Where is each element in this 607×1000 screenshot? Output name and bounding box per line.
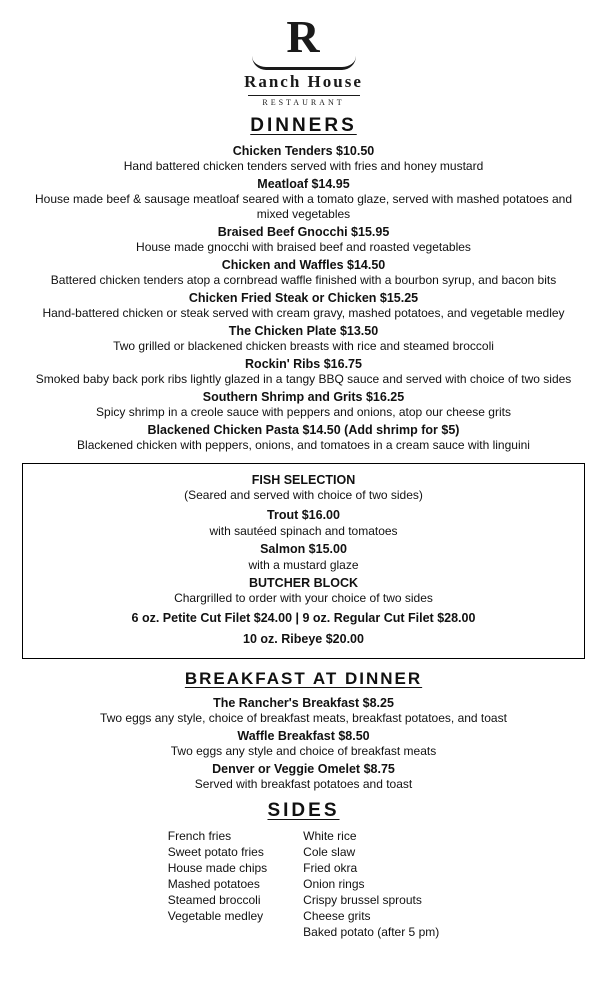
butcher-block-filets: 6 oz. Petite Cut Filet $24.00 | 9 oz. Regular Cut Filet $28.00 [131, 611, 476, 625]
menu-item [18, 389, 589, 420]
fish-selection-subtitle: (Seared and served with choice of two sides) [184, 488, 423, 502]
menu-item-name: Chicken Fried Steak or Chicken $15.25 [188, 291, 419, 305]
sides-column-right [303, 828, 439, 940]
menu-item-name: Blackened Chicken Pasta $14.50 (Add shrimp for $5) [147, 423, 460, 437]
logo-divider [248, 95, 360, 96]
menu-item-name: Rockin' Ribs $16.75 [245, 357, 362, 371]
menu-item-name: Salmon $15.00 [260, 542, 347, 556]
menu-item-name: Denver or Veggie Omelet $8.75 [212, 762, 395, 776]
side-item: Fried okra [303, 861, 358, 875]
menu-item-description: Blackened chicken with peppers, onions, and tomatoes in a cream sauce with linguini [77, 438, 530, 452]
menu-item [18, 290, 589, 321]
menu-item-description: Hand-battered chicken or steak served with cream gravy, mashed potatoes, and vegetable medley [42, 306, 565, 320]
butcher-block-subtitle: Chargrilled to order with your choice of two sides [174, 591, 433, 605]
side-item: Steamed broccoli [167, 893, 261, 907]
menu-item [18, 728, 589, 759]
menu-item-description: with sautéed spinach and tomatoes [209, 524, 398, 538]
menu-item-description: Two eggs any style and choice of breakfast meats [170, 744, 437, 758]
menu-item [18, 761, 589, 792]
logo-subtitle: RESTAURANT [262, 98, 345, 107]
butcher-block-ribeye: 10 oz. Ribeye $20.00 [243, 632, 364, 646]
menu-item-description: Hand battered chicken tenders served with fries and honey mustard [123, 159, 484, 173]
menu-item [33, 541, 574, 573]
butcher-block-title: BUTCHER BLOCK [248, 576, 359, 590]
menu-item-name: Southern Shrimp and Grits $16.25 [202, 390, 405, 404]
menu-item-name: The Chicken Plate $13.50 [228, 324, 379, 338]
logo-monogram: R [286, 11, 321, 62]
menu-item-name: Chicken Tenders $10.50 [232, 144, 375, 158]
side-item: Baked potato (after 5 pm) [303, 925, 440, 939]
menu-item-description: House made gnocchi with braised beef and roasted vegetables [136, 240, 471, 254]
sides-column-left [168, 828, 267, 940]
menu-item [18, 176, 589, 222]
menu-item [18, 422, 589, 453]
side-item: Onion rings [303, 877, 365, 891]
menu-item-description: Served with breakfast potatoes and toast [194, 777, 413, 791]
menu-item [18, 323, 589, 354]
menu-item-description: Battered chicken tenders atop a cornbread waffle finished with a bourbon syrup, and bacon bits [50, 273, 557, 287]
side-item: Cole slaw [303, 845, 356, 859]
menu-item-name: Chicken and Waffles $14.50 [221, 258, 386, 272]
side-item: Mashed potatoes [167, 877, 260, 891]
menu-item-name: Trout $16.00 [267, 508, 340, 522]
fish-and-butcher-block-box [22, 463, 585, 659]
menu-item [18, 257, 589, 288]
side-item: French fries [167, 829, 232, 843]
section-title-breakfast: BREAKFAST AT DINNER [184, 669, 423, 688]
section-title-dinners: DINNERS [250, 115, 357, 136]
side-item: House made chips [167, 861, 268, 875]
side-item: Crispy brussel sprouts [303, 893, 422, 907]
fish-selection-title: FISH SELECTION [251, 473, 356, 487]
menu-item-description: Spicy shrimp in a creole sauce with peppers and onions, atop our cheese grits [96, 405, 511, 419]
menu-item [18, 143, 589, 174]
side-item: Cheese grits [303, 909, 371, 923]
menu-item [33, 507, 574, 539]
section-title-sides: SIDES [267, 800, 340, 821]
menu-item [18, 695, 589, 726]
menu-item-description: Two eggs any style, choice of breakfast meats, breakfast potatoes, and toast [100, 711, 507, 725]
menu-item-description: Two grilled or blackened chicken breasts with rice and steamed broccoli [113, 339, 494, 353]
logo-restaurant-name: Ranch House [244, 72, 363, 91]
menu-item [18, 356, 589, 387]
side-item: Sweet potato fries [167, 845, 264, 859]
restaurant-logo [18, 11, 589, 107]
menu-item-description: House made beef & sausage meatloaf seared with a tomato glaze, served with mashed potatoes and mixed vegetables [35, 192, 572, 221]
menu-item-name: Braised Beef Gnocchi $15.95 [217, 225, 390, 239]
menu-item-description: Smoked baby back pork ribs lightly glazed in a tangy BBQ sauce and served with choice of two sides [35, 372, 572, 386]
sides-list [18, 828, 589, 940]
side-item: White rice [303, 829, 357, 843]
side-item: Vegetable medley [167, 909, 264, 923]
menu-item [18, 224, 589, 255]
menu-item-description: with a mustard glaze [248, 558, 359, 572]
menu-item-name: Meatloaf $14.95 [257, 177, 350, 191]
menu-item-name: The Rancher's Breakfast $8.25 [213, 696, 394, 710]
menu-item-name: Waffle Breakfast $8.50 [237, 729, 370, 743]
